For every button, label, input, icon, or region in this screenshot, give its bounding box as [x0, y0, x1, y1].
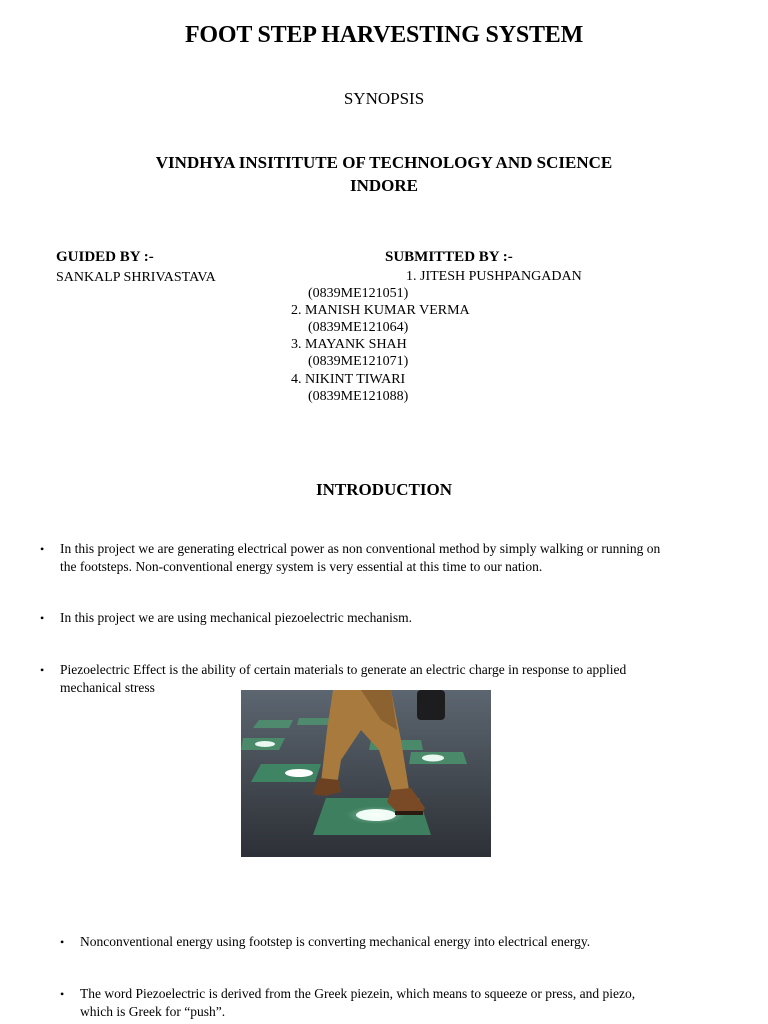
list-item	[40, 540, 661, 576]
institute-line-1: VINDHYA INSITITUTE OF TECHNOLOGY AND SCIENCE	[155, 153, 613, 172]
bullet-line-1: Nonconventional energy using footstep is converting mechanical energy into electrical energy.	[80, 934, 591, 949]
submitted-by-label: SUBMITTED BY :-	[385, 249, 513, 265]
bullet-line-2: which is Greek for “push”.	[80, 1004, 226, 1019]
member-name-1: 1. JITESH PUSHPANGADAN	[406, 269, 582, 284]
bullet-icon: •	[40, 542, 45, 556]
list-item	[60, 933, 591, 951]
footstep-photo	[241, 690, 491, 857]
member-name-2: 2. MANISH KUMAR VERMA	[291, 303, 470, 318]
list-item	[60, 985, 636, 1021]
bullet-line-1: In this project we are generating electrical power as non conventional method by simply walking or running on	[60, 541, 661, 556]
page-title: FOOT STEP HARVESTING SYSTEM	[184, 22, 584, 48]
member-id-3: (0839ME121071)	[308, 354, 409, 369]
bullet-line-2: mechanical stress	[60, 680, 155, 695]
bullet-icon: •	[60, 987, 65, 1001]
bullet-line-1: Piezoelectric Effect is the ability of certain materials to generate an electric charge in response to applied	[60, 662, 627, 677]
bullet-icon: •	[40, 611, 45, 625]
member-id-4: (0839ME121088)	[308, 389, 409, 404]
introduction-heading: INTRODUCTION	[315, 480, 453, 499]
guide-name: SANKALP SHRIVASTAVA	[56, 270, 216, 285]
bullet-icon: •	[40, 663, 45, 677]
list-item	[40, 609, 412, 627]
member-id-1: (0839ME121051)	[308, 286, 409, 301]
institute-name	[0, 151, 768, 197]
member-id-2: (0839ME121064)	[308, 320, 409, 335]
institute-line-2: INDORE	[349, 176, 418, 195]
bullet-line-2: the footsteps. Non-conventional energy system is very essential at this time to our nation.	[60, 559, 543, 574]
member-name-4: 4. NIKINT TIWARI	[291, 372, 406, 387]
document-subtitle: SYNOPSIS	[343, 89, 425, 108]
bullet-line-1: The word Piezoelectric is derived from the Greek piezein, which means to squeeze or press, and piezo,	[80, 986, 636, 1001]
guided-by-label: GUIDED BY :-	[56, 249, 154, 265]
bullet-line-1: In this project we are using mechanical piezoelectric mechanism.	[60, 610, 412, 625]
bullet-icon: •	[60, 935, 65, 949]
footstep-photo-illustration	[241, 690, 491, 857]
member-name-3: 3. MAYANK SHAH	[291, 337, 407, 352]
